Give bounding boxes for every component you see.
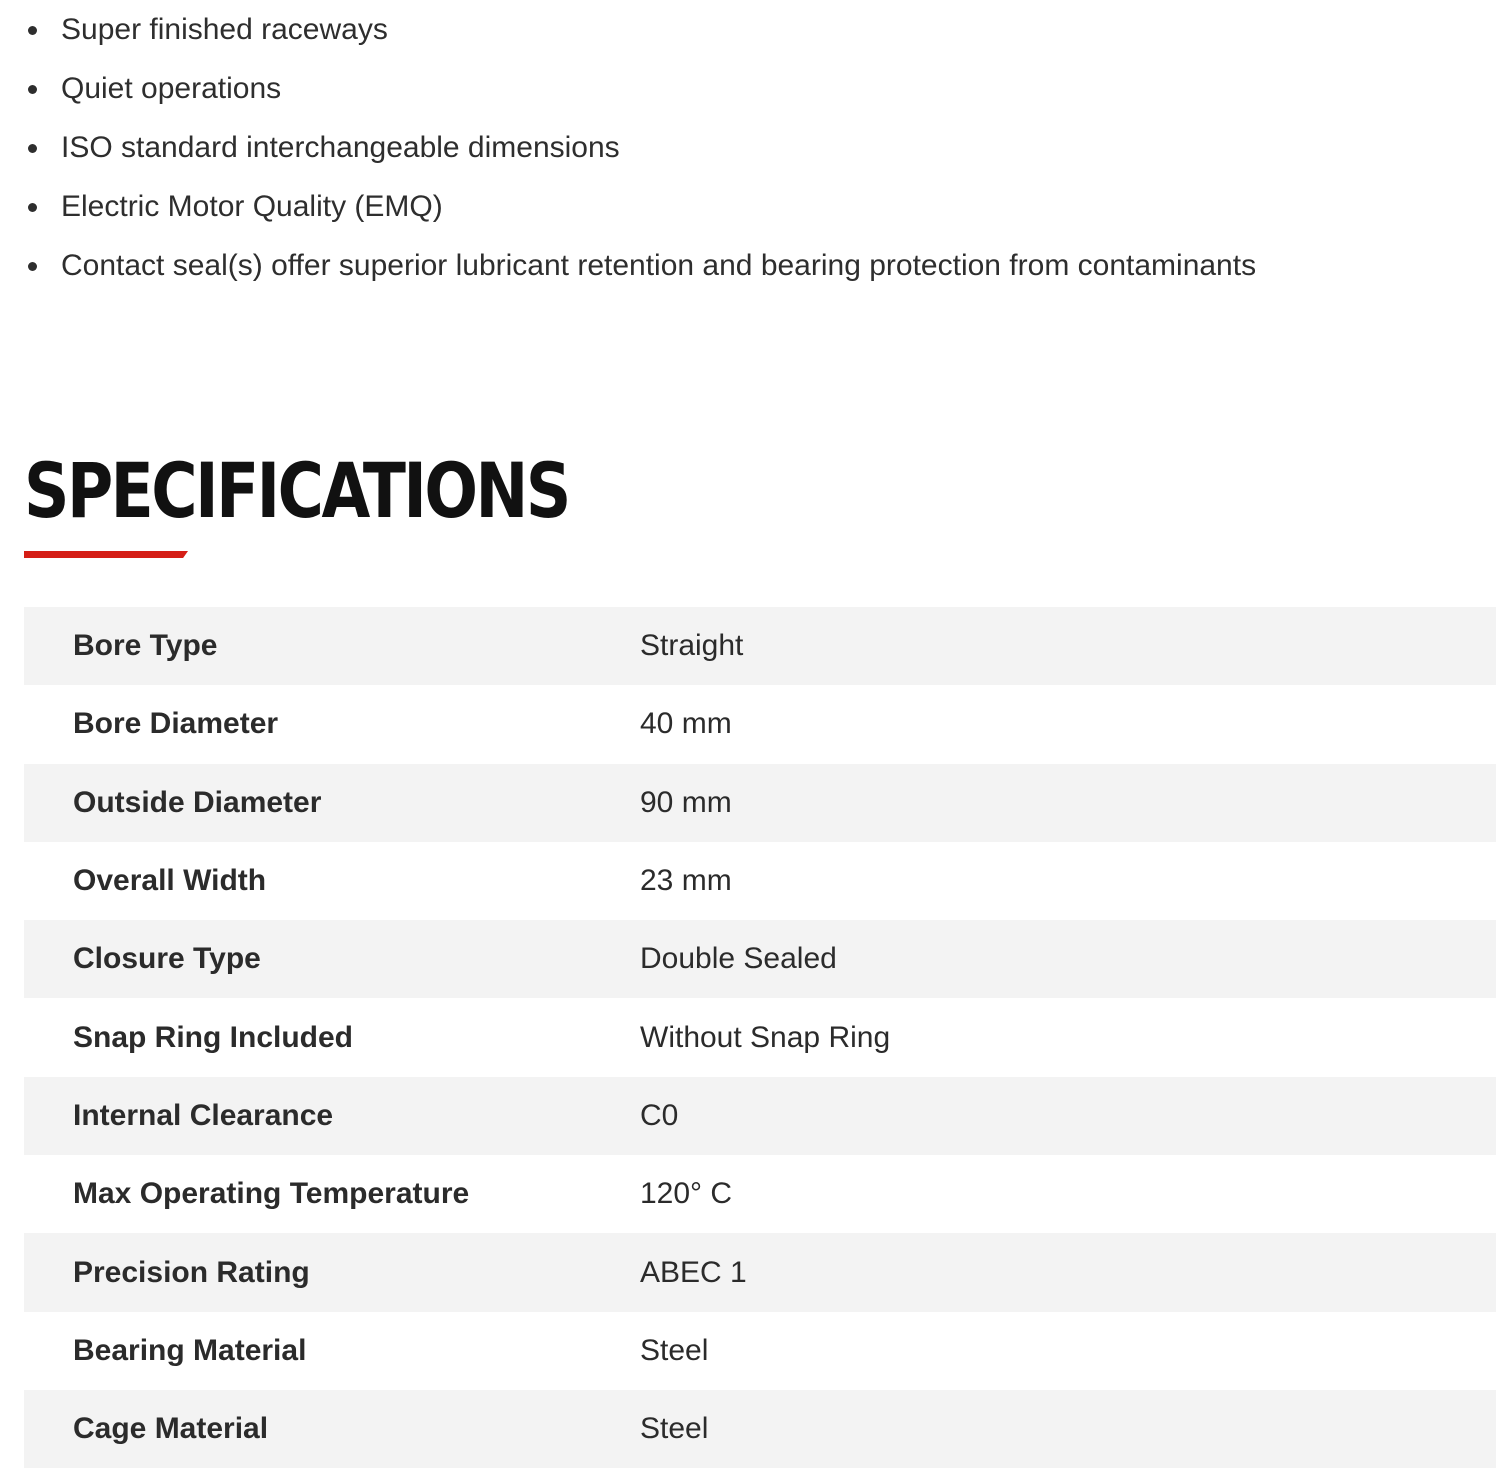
spec-label: Cage Material (73, 1412, 269, 1446)
feature-text: ISO standard interchangeable dimensions (61, 131, 620, 164)
bullet-icon (28, 203, 37, 212)
spec-value: Double Sealed (640, 942, 837, 976)
spec-row (24, 920, 1496, 998)
specifications-heading: SPECIFICATIONS (24, 446, 569, 535)
spec-label: Overall Width (73, 864, 267, 898)
spec-label: Snap Ring Included (73, 1020, 354, 1054)
spec-value: Steel (640, 1412, 709, 1446)
spec-value: C0 (640, 1098, 679, 1132)
spec-label: Precision Rating (73, 1255, 310, 1289)
feature-text: Quiet operations (61, 72, 282, 105)
feature-text: Super finished raceways (61, 13, 388, 46)
bullet-icon (28, 144, 37, 153)
spec-value: Straight (640, 629, 744, 663)
spec-value: 23 mm (640, 864, 732, 898)
spec-row (24, 842, 1496, 920)
bullet-icon (28, 262, 37, 271)
spec-row (24, 1312, 1496, 1390)
spec-row (24, 1155, 1496, 1233)
spec-value: 40 mm (640, 707, 732, 741)
feature-text: Electric Motor Quality (EMQ) (61, 190, 443, 223)
spec-value: Steel (640, 1333, 709, 1367)
spec-row (24, 764, 1496, 842)
spec-value: ABEC 1 (640, 1255, 747, 1289)
spec-label: Bore Diameter (73, 707, 279, 741)
spec-row (24, 1390, 1496, 1468)
spec-value: 90 mm (640, 785, 732, 819)
feature-item (24, 0, 1474, 59)
feature-item (24, 59, 1474, 118)
specifications-table (24, 607, 1496, 1468)
bullet-icon (28, 26, 37, 35)
spec-row (24, 1077, 1496, 1155)
heading-underline (24, 551, 188, 558)
feature-list (24, 0, 1474, 295)
spec-label: Outside Diameter (73, 785, 322, 819)
spec-row (24, 685, 1496, 763)
feature-item (24, 118, 1474, 177)
spec-label: Internal Clearance (73, 1098, 334, 1132)
spec-label: Bore Type (73, 629, 218, 663)
spec-row (24, 998, 1496, 1076)
spec-row (24, 1233, 1496, 1311)
feature-item (24, 177, 1474, 236)
feature-item (24, 236, 1474, 295)
spec-label: Closure Type (73, 942, 261, 976)
spec-label: Bearing Material (73, 1333, 307, 1367)
spec-value: 120° C (640, 1177, 733, 1211)
bullet-icon (28, 85, 37, 94)
spec-value: Without Snap Ring (640, 1020, 891, 1054)
spec-row (24, 607, 1496, 685)
spec-label: Max Operating Temperature (73, 1177, 470, 1211)
feature-text: Contact seal(s) offer superior lubricant retention and bearing protection from contaminants (61, 249, 1257, 282)
